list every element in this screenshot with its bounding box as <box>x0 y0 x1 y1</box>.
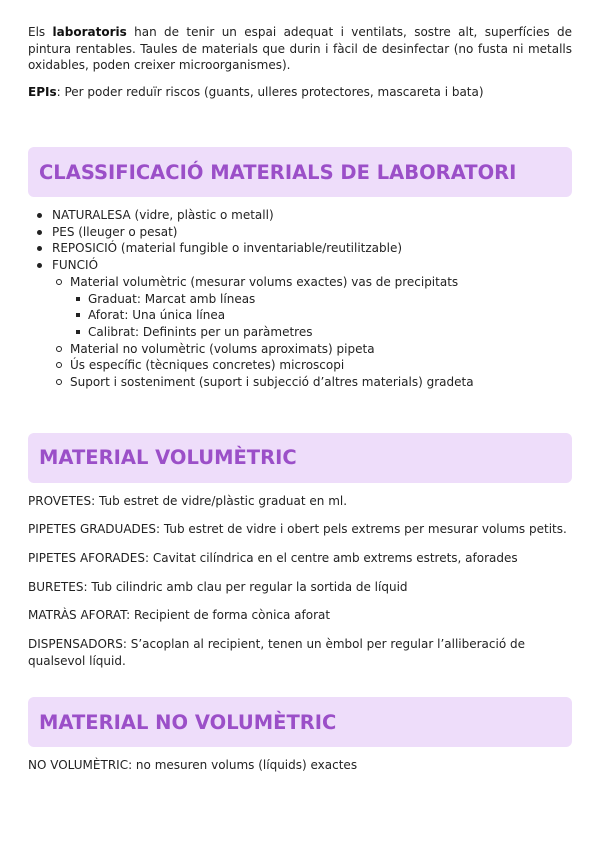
volumetric-sublist <box>70 291 572 341</box>
intro <box>28 24 572 100</box>
list-item: Material no volumètric (volums aproximats) pipeta <box>52 341 572 358</box>
list-item: MATRÀS AFORAT: Recipient de forma cònica aforat <box>28 608 331 623</box>
section-title: MATERIAL VOLUMÈTRIC <box>39 446 297 470</box>
list-item: Ús específic (tècniques concretes) microscopi <box>52 357 572 374</box>
intro-paragraph: Els laboratoris han de tenir un espai adequat i ventilats, sostre alt, superfícies de pintura rentables. Taules de materials que durin i fàcil de desinfectar (no fusta ni metalls oxidables, poden creixer microorganismes). <box>28 25 573 72</box>
section-header-classificacio <box>28 147 572 197</box>
section-title: MATERIAL NO VOLUMÈTRIC <box>39 710 337 734</box>
list-item: REPOSICIÓ (material fungible o inventariable/reutilitzable) <box>28 240 572 257</box>
bold-term-epis: EPIs <box>28 84 57 99</box>
list-item: Calibrat: Definints per un paràmetres <box>70 324 572 341</box>
no-volumetric-list <box>28 757 572 774</box>
volumetric-list <box>28 493 572 669</box>
section-header-material-volumetric <box>28 433 572 483</box>
list-item: PES (lleuger o pesat) <box>28 224 572 241</box>
list-item: Graduat: Marcat amb líneas <box>70 291 572 308</box>
list-item: NATURALESA (vidre, plàstic o metall) <box>28 207 572 224</box>
list-item: Material volumètric (mesurar volums exactes) vas de precipitats Graduat: Marcat amb líneas Aforat: Una única línea Calibrat: Definints per un paràmetres <box>52 274 572 341</box>
section-title: CLASSIFICACIÓ MATERIALS DE LABORATORI <box>39 160 517 184</box>
list-item: PIPETES AFORADES: Cavitat cilíndrica en el centre amb extrems estrets, aforades <box>28 551 518 566</box>
list-item: PROVETES: Tub estret de vidre/plàstic graduat en ml. <box>28 493 348 508</box>
funcio-sublist <box>52 274 572 391</box>
epis-paragraph: EPIs: Per poder reduïr riscos (guants, ulleres protectores, mascareta i bata) <box>28 84 484 99</box>
list-item: DISPENSADORS: S’acoplan al recipient, tenen un èmbol per regular l’alliberació de qualsevol líquid. <box>28 637 525 668</box>
list-item: FUNCIÓ Material volumètric (mesurar volums exactes) vas de precipitats Graduat: Marcat amb líneas Aforat: Una única línea Calibrat: Definints per un paràmetres Material no volumètric (volums aproximats) pipeta Ús específic (tècniques concretes) microscopi Suport i sosteniment (suport i subjecció d’altres materials) gradeta <box>28 257 572 391</box>
list-item: NO VOLUMÈTRIC: no mesuren volums (líquids) exactes <box>28 758 358 773</box>
list-item: PIPETES GRADUADES: Tub estret de vidre i obert pels extrems per mesurar volums petits. <box>28 522 567 537</box>
list-item: BURETES: Tub cilindric amb clau per regular la sortida de líquid <box>28 579 408 594</box>
document-page <box>28 24 572 786</box>
list-item: Suport i sosteniment (suport i subjecció d’altres materials) gradeta <box>52 374 572 391</box>
section-header-material-no-volumetric <box>28 697 572 747</box>
bold-term-laboratoris: laboratoris <box>52 25 127 39</box>
list-item: Aforat: Una única línea <box>70 307 572 324</box>
classification-list <box>28 207 572 391</box>
